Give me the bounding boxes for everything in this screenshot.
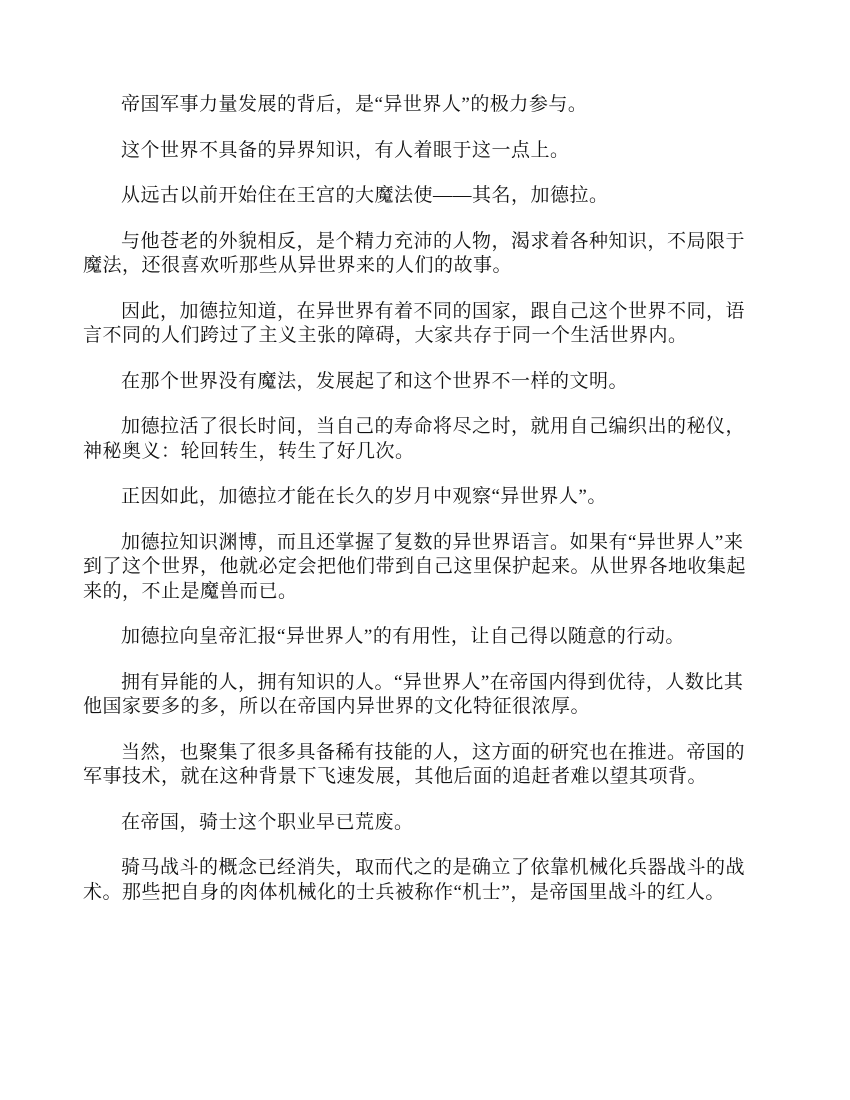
paragraph: 加德拉知识渊博，而且还掌握了复数的异世界语言。如果有“异世界人”来到了这个世界，他就必定会把他们带到自己这里保护起来。从世界各地收集起来的，不止是魔兽而已。 — [83, 531, 747, 602]
paragraph: 从远古以前开始住在王宫的大魔法使——其名，加德拉。 — [121, 185, 609, 206]
paragraph: 这个世界不具备的异界知识，有人着眼于这一点上。 — [121, 139, 570, 161]
novel-text-body — [83, 93, 761, 926]
paragraph: 当然，也聚集了很多具备稀有技能的人，这方面的研究也在推进。帝国的军事技术，就在这种背景下飞速发展，其他后面的追赶者难以望其项背。 — [83, 741, 746, 787]
paragraph: 因此，加德拉知道，在异世界有着不同的国家，跟自己这个世界不同，语言不同的人们跨过了主义主张的障碍，大家共存于同一个生活世界内。 — [83, 300, 746, 346]
paragraph: 拥有异能的人，拥有知识的人。“异世界人”在帝国内得到优待，人数比其他国家要多的多，所以在帝国内异世界的文化特征很浓厚。 — [83, 671, 744, 717]
paragraph: 骑马战斗的概念已经消失，取而代之的是确立了依靠机械化兵器战斗的战术。那些把自身的肉体机械化的士兵被称作“机士”，是帝国里战斗的红人。 — [83, 857, 746, 903]
paragraph: 与他苍老的外貌相反，是个精力充沛的人物，渴求着各种知识，不局限于魔法，还很喜欢听那些从异世界来的人们的故事。 — [83, 230, 746, 276]
paragraph: 加德拉向皇帝汇报“异世界人”的有用性，让自己得以随意的行动。 — [121, 626, 685, 647]
paragraph: 在帝国，骑士这个职业早已荒废。 — [121, 811, 414, 833]
paragraph: 加德拉活了很长时间，当自己的寿命将尽之时，就用自己编织出的秘仪，神秘奥义：轮回转生，转生了好几次。 — [83, 416, 746, 462]
paragraph: 在那个世界没有魔法，发展起了和这个世界不一样的文明。 — [121, 370, 629, 392]
paragraph: 正因如此，加德拉才能在长久的岁月中观察“异世界人”。 — [121, 486, 607, 507]
paragraph: 帝国军事力量发展的背后，是“异世界人”的极力参与。 — [121, 94, 588, 115]
